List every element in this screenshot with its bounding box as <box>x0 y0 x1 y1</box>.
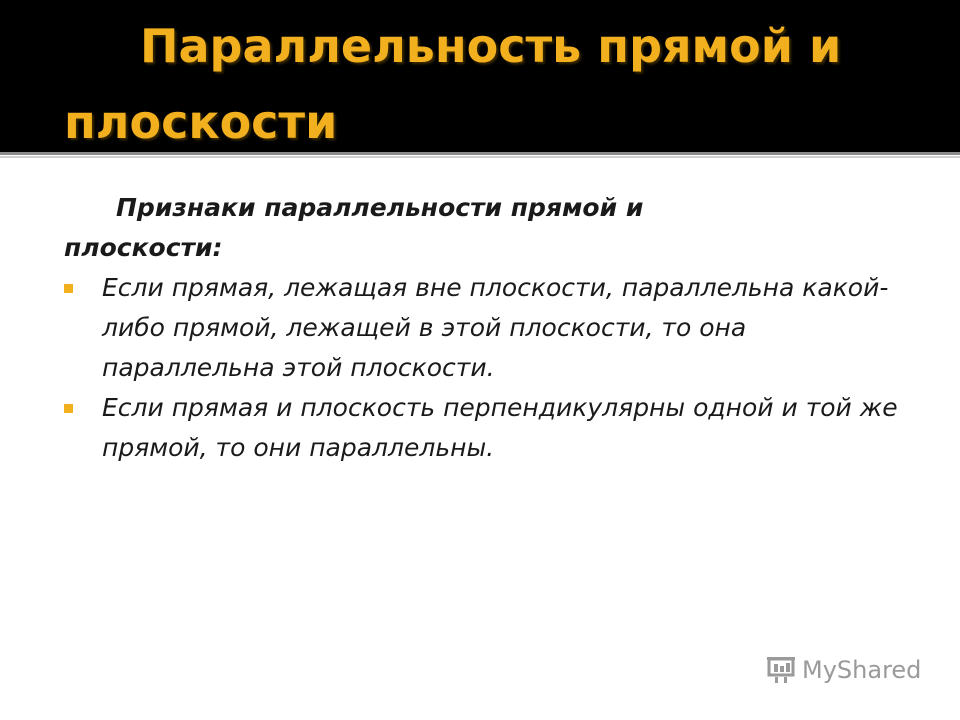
square-bullet-icon <box>64 284 73 293</box>
watermark-text: MyShared <box>802 656 922 684</box>
bullet-list <box>64 268 924 468</box>
title-divider <box>0 152 960 155</box>
watermark <box>766 656 921 684</box>
title-bar <box>0 0 960 152</box>
bullet-item <box>64 268 924 388</box>
bullet-text: Если прямая и плоскость перпендикулярны одной и той же прямой, то они параллельны. <box>102 393 898 462</box>
slide-title-line-2: плоскости <box>64 95 338 149</box>
slide-title-line-1: Параллельность прямой и <box>140 19 842 73</box>
square-bullet-icon <box>64 404 73 413</box>
slide-body <box>64 188 924 468</box>
bullet-text: Если прямая, лежащая вне плоскости, параллельна какой-либо прямой, лежащей в этой плоскости, то она параллельна этой плоскости. <box>102 273 889 382</box>
presentation-board-icon <box>766 656 796 684</box>
bullet-item <box>64 388 924 468</box>
title-divider-light <box>0 156 960 158</box>
intro-text: Признаки параллельности прямой и плоскости: <box>64 193 644 262</box>
